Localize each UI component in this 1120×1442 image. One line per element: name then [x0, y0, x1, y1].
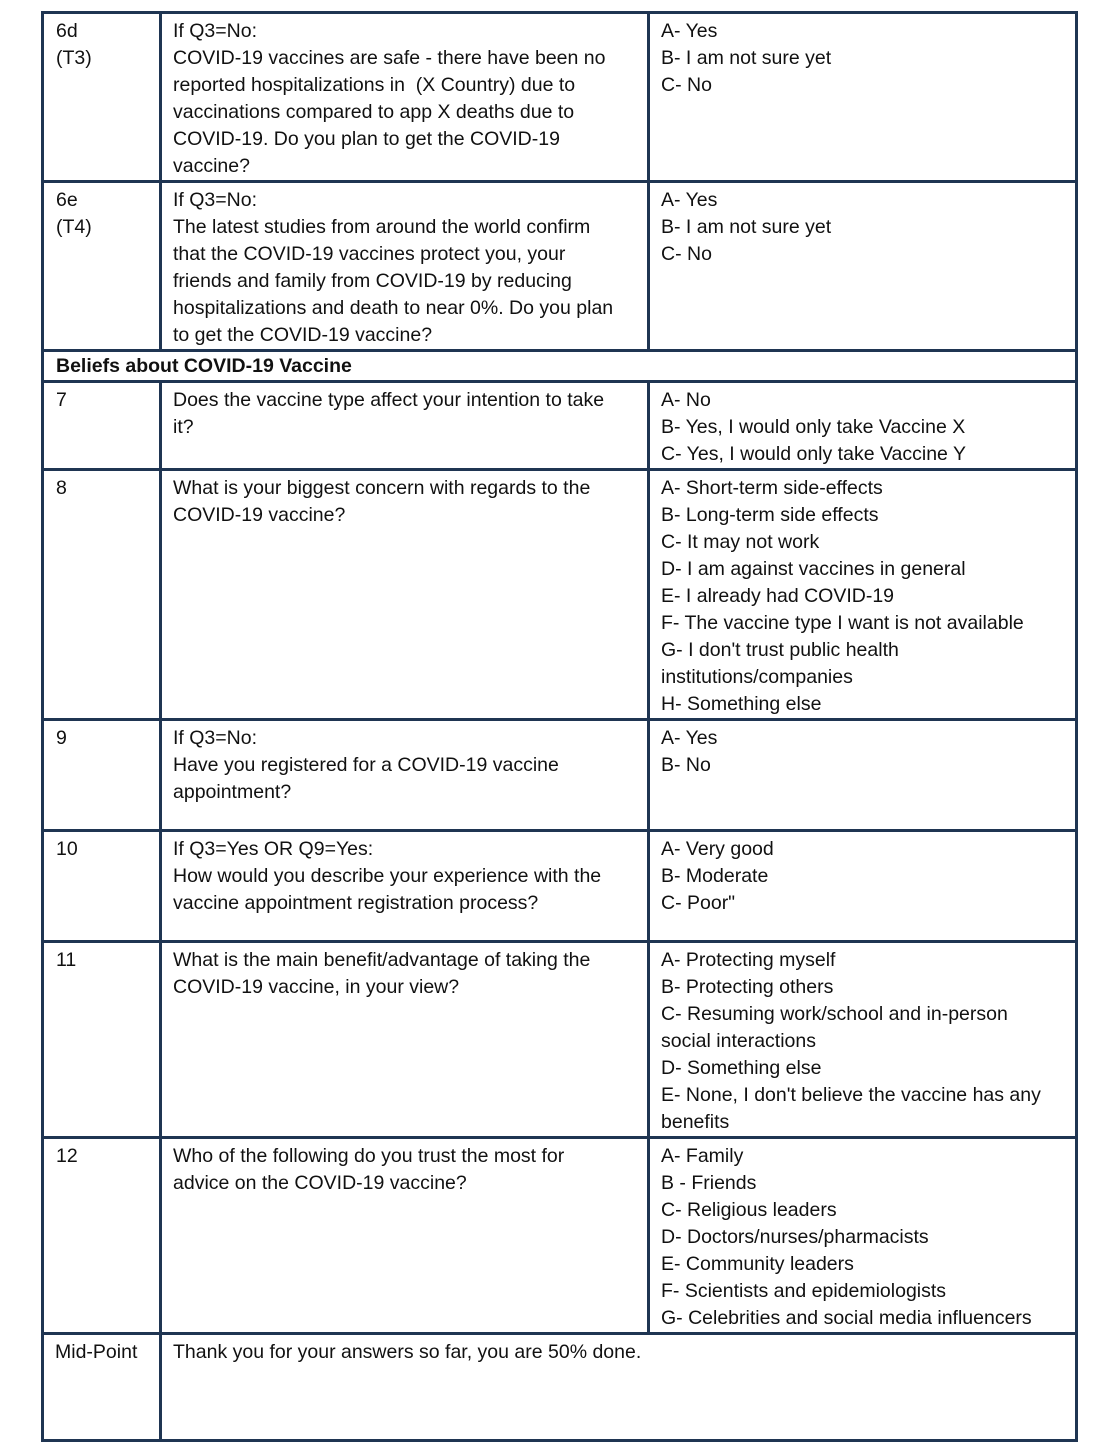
- question-line: What is the main benefit/advantage of taking the: [173, 949, 591, 971]
- question-line: If Q3=No:: [173, 20, 257, 42]
- section-header: [43, 351, 1077, 382]
- answer-options-cell: [649, 720, 1077, 831]
- section-title: Beliefs about COVID-19 Vaccine: [56, 355, 352, 377]
- answer-option: E- Community leaders: [661, 1253, 854, 1275]
- table-row: [43, 382, 1077, 470]
- answer-option: H- Something else: [661, 693, 822, 715]
- midpoint-id-cell: [43, 1334, 161, 1441]
- answer-option: C- No: [661, 243, 712, 265]
- answer-option: A- Short-term side-effects: [661, 477, 883, 499]
- table-row: [43, 831, 1077, 942]
- answer-option: B- I am not sure yet: [661, 47, 832, 69]
- question-line: COVID-19 vaccine?: [173, 504, 346, 526]
- question-line: vaccinations compared to app X deaths due to: [173, 101, 575, 123]
- question-line: Who of the following do you trust the most for: [173, 1145, 565, 1167]
- question-id-cell: [43, 13, 161, 182]
- answer-options-cell: [649, 13, 1077, 182]
- question-line: If Q3=Yes OR Q9=Yes:: [173, 838, 374, 860]
- answer-options-cell: [649, 470, 1077, 720]
- answer-option: A- Very good: [661, 838, 774, 860]
- midpoint-row: [43, 1334, 1077, 1441]
- midpoint-text-cell: [161, 1334, 1077, 1441]
- answer-option: B- No: [661, 754, 711, 776]
- question-line: it?: [173, 416, 194, 438]
- answer-options-cell: [649, 382, 1077, 470]
- question-id-cell: [43, 720, 161, 831]
- answer-option: G- Celebrities and social media influencers: [661, 1307, 1032, 1329]
- question-id-cell: [43, 831, 161, 942]
- question-id-cell: [43, 470, 161, 720]
- answer-options-cell: [649, 831, 1077, 942]
- question-line: COVID-19. Do you plan to get the COVID-19: [173, 128, 560, 150]
- answer-option: C- No: [661, 74, 712, 96]
- question-id-cell: [43, 182, 161, 351]
- answer-options-cell: [649, 182, 1077, 351]
- answer-options-cell: [649, 1138, 1077, 1334]
- question-sub-id: (T3): [56, 47, 92, 69]
- answer-option: social interactions: [661, 1030, 816, 1052]
- question-line: The latest studies from around the world confirm: [173, 216, 591, 238]
- answer-option: F- Scientists and epidemiologists: [661, 1280, 947, 1302]
- answer-option: F- The vaccine type I want is not available: [661, 612, 1024, 634]
- table-row: [43, 13, 1077, 182]
- question-text-cell: [161, 182, 649, 351]
- answer-option: A- Protecting myself: [661, 949, 836, 971]
- answer-option: D- Something else: [661, 1057, 822, 1079]
- question-line: How would you describe your experience with the: [173, 865, 602, 887]
- answer-option: C- It may not work: [661, 531, 820, 553]
- question-text-cell: [161, 382, 649, 470]
- question-line: that the COVID-19 vaccines protect you, your: [173, 243, 566, 265]
- question-line: vaccine?: [173, 155, 250, 177]
- question-line: advice on the COVID-19 vaccine?: [173, 1172, 467, 1194]
- question-id: 9: [56, 727, 67, 749]
- answer-option: E- I already had COVID-19: [661, 585, 895, 607]
- question-line: If Q3=No:: [173, 727, 257, 749]
- question-id: 10: [56, 838, 78, 860]
- question-text-cell: [161, 720, 649, 831]
- question-line: Does the vaccine type affect your intention to take: [173, 389, 605, 411]
- question-line: hospitalizations and death to near 0%. Do you plan: [173, 297, 614, 319]
- answer-options-cell: [649, 942, 1077, 1138]
- answer-option: E- None, I don't believe the vaccine has any: [661, 1084, 1041, 1106]
- answer-option: C- Religious leaders: [661, 1199, 837, 1221]
- question-id-cell: [43, 1138, 161, 1334]
- midpoint-label: Mid-Point: [55, 1341, 138, 1363]
- answer-option: B- Long-term side effects: [661, 504, 879, 526]
- question-id: 12: [56, 1145, 78, 1167]
- answer-option: A- Yes: [661, 189, 718, 211]
- question-id: 6e: [56, 189, 78, 211]
- answer-option: B - Friends: [661, 1172, 757, 1194]
- question-text-cell: [161, 470, 649, 720]
- question-id: 7: [56, 389, 67, 411]
- answer-option: institutions/companies: [661, 666, 853, 688]
- question-line: appointment?: [173, 781, 292, 803]
- question-text-cell: [161, 831, 649, 942]
- table-row: [43, 182, 1077, 351]
- question-line: COVID-19 vaccine, in your view?: [173, 976, 460, 998]
- table-row: [43, 720, 1077, 831]
- question-line: to get the COVID-19 vaccine?: [173, 324, 433, 346]
- answer-option: B- I am not sure yet: [661, 216, 832, 238]
- answer-option: A- Yes: [661, 727, 718, 749]
- question-id: 8: [56, 477, 67, 499]
- question-line: What is your biggest concern with regards to the: [173, 477, 591, 499]
- question-id-cell: [43, 942, 161, 1138]
- answer-option: C- Resuming work/school and in-person: [661, 1003, 1008, 1025]
- table-row: [43, 942, 1077, 1138]
- question-line: If Q3=No:: [173, 189, 257, 211]
- answer-option: C- Poor": [661, 892, 736, 914]
- answer-option: benefits: [661, 1111, 730, 1133]
- answer-option: B- Protecting others: [661, 976, 834, 998]
- answer-option: B- Moderate: [661, 865, 769, 887]
- question-text-cell: [161, 1138, 649, 1334]
- answer-option: D- I am against vaccines in general: [661, 558, 966, 580]
- answer-option: A- Family: [661, 1145, 744, 1167]
- table-row: [43, 1138, 1077, 1334]
- survey-table: [41, 11, 1078, 1442]
- answer-option: D- Doctors/nurses/pharmacists: [661, 1226, 929, 1248]
- question-line: friends and family from COVID-19 by reducing: [173, 270, 572, 292]
- answer-option: A- Yes: [661, 20, 718, 42]
- answer-option: G- I don't trust public health: [661, 639, 899, 661]
- question-id: 6d: [56, 20, 78, 42]
- table-row: [43, 470, 1077, 720]
- question-line: vaccine appointment registration process?: [173, 892, 539, 914]
- question-line: COVID-19 vaccines are safe - there have been no: [173, 47, 606, 69]
- question-id: 11: [56, 949, 77, 971]
- question-id-cell: [43, 382, 161, 470]
- question-line: reported hospitalizations in (X Country) due to: [173, 74, 576, 96]
- question-text-cell: [161, 942, 649, 1138]
- midpoint-text: Thank you for your answers so far, you are 50% done.: [173, 1341, 642, 1363]
- section-header-row: [43, 351, 1077, 382]
- question-line: Have you registered for a COVID-19 vaccine: [173, 754, 559, 776]
- answer-option: A- No: [661, 389, 711, 411]
- answer-option: B- Yes, I would only take Vaccine X: [661, 416, 966, 438]
- question-sub-id: (T4): [56, 216, 92, 238]
- question-text-cell: [161, 13, 649, 182]
- answer-option: C- Yes, I would only take Vaccine Y: [661, 443, 966, 465]
